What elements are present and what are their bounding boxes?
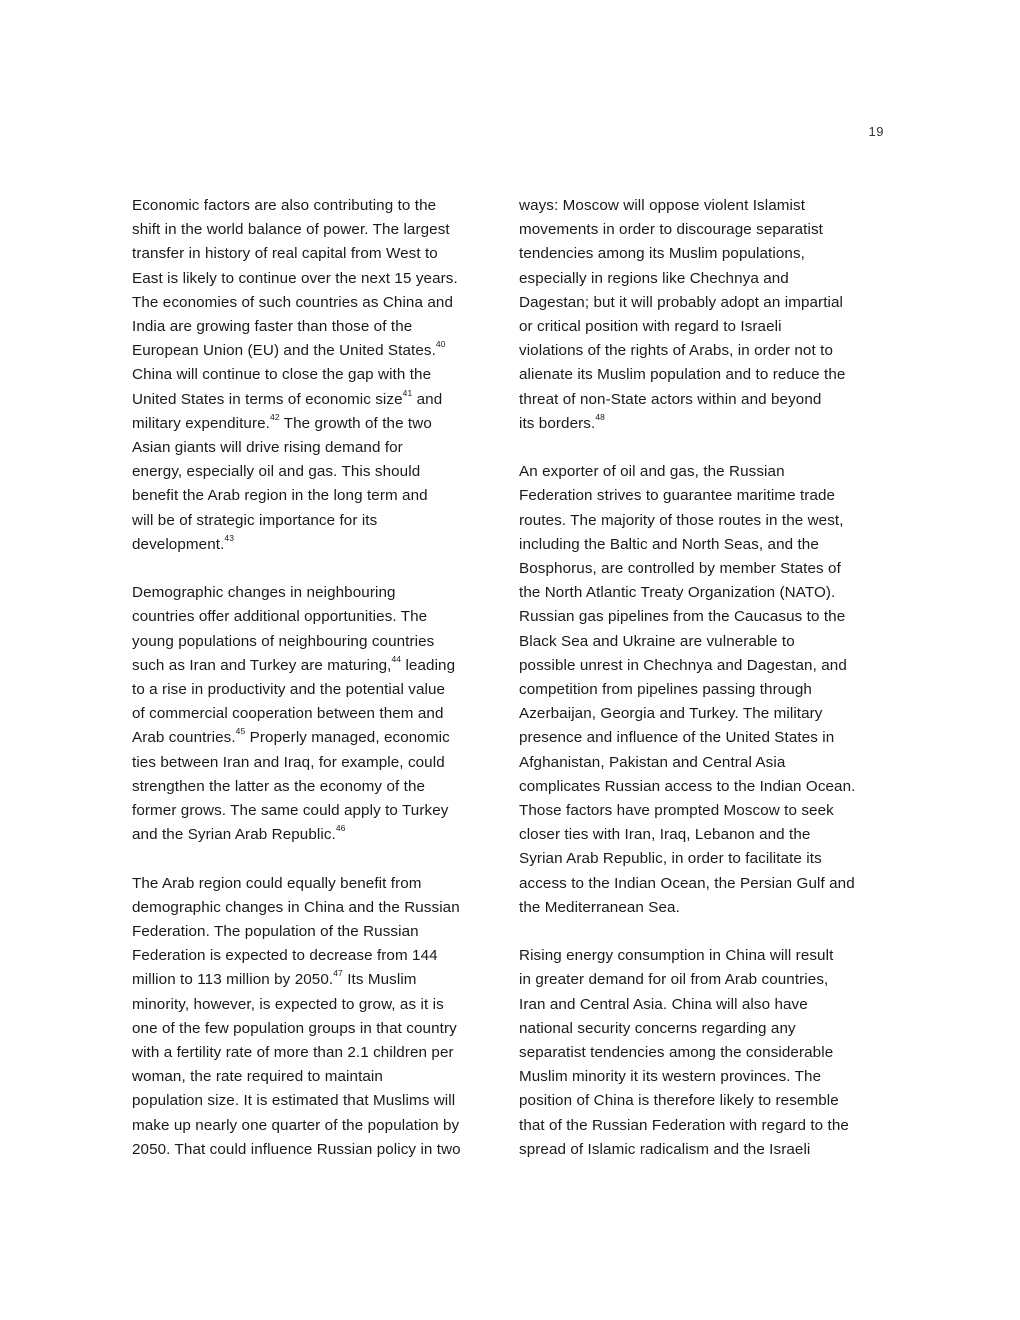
- text-line: [132, 509, 498, 533]
- text-line: [519, 823, 885, 847]
- paragraph: [519, 460, 885, 920]
- text-line: [519, 509, 885, 533]
- line-text: tendencies among its Muslim populations,: [519, 245, 805, 263]
- line-text: European Union (EU) and the United States.: [132, 342, 436, 360]
- text-line: [519, 315, 885, 339]
- line-text: threat of non-State actors within and beyond: [519, 390, 822, 408]
- line-text-continued: The growth of the two: [279, 414, 432, 432]
- line-text: the North Atlantic Treaty Organization (NATO).: [519, 584, 836, 602]
- text-line: [519, 1089, 885, 1113]
- footnote-reference[interactable]: 46: [335, 823, 346, 834]
- text-line: [519, 751, 885, 775]
- line-text: Economic factors are also contributing to the: [132, 197, 437, 214]
- text-line: [132, 436, 498, 460]
- text-line: [519, 1041, 885, 1065]
- footnote-reference[interactable]: 48: [595, 411, 605, 422]
- line-text: young populations of neighbouring countries: [132, 632, 435, 650]
- line-text: Black Sea and Ukraine are vulnerable to: [519, 632, 795, 650]
- text-line: [519, 242, 885, 266]
- line-text: An exporter of oil and gas, the Russian: [519, 463, 785, 481]
- line-text: Federation strives to guarantee maritime trade: [519, 487, 836, 505]
- paragraph: [519, 944, 885, 1162]
- line-text: United States in terms of economic size: [132, 390, 403, 408]
- page-number: 19: [868, 124, 884, 139]
- text-line: [132, 267, 498, 291]
- line-text: one of the few population groups in that country: [132, 1019, 457, 1037]
- text-line: [519, 775, 885, 799]
- line-text: Rising energy consumption in China will result: [519, 947, 834, 965]
- text-line: [519, 291, 885, 315]
- line-text: Dagestan; but it will probably adopt an impartial: [519, 293, 844, 311]
- paragraph: [519, 194, 885, 436]
- text-line: [132, 654, 498, 678]
- line-text: countries offer additional opportunities. The: [132, 608, 428, 626]
- line-text: Arab countries.: [132, 729, 236, 747]
- line-text: The economies of such countries as China and: [132, 293, 453, 311]
- text-line: [132, 993, 498, 1017]
- line-text: complicates Russian access to the Indian Ocean.: [519, 777, 856, 795]
- text-line: [132, 605, 498, 629]
- text-line: [132, 291, 498, 315]
- text-line: [519, 896, 885, 920]
- footnote-reference[interactable]: 41: [402, 387, 413, 398]
- text-line: [519, 968, 885, 992]
- line-text: The Arab region could equally benefit from: [132, 874, 422, 892]
- text-line: [132, 412, 498, 436]
- text-line: [519, 533, 885, 557]
- text-line: [519, 678, 885, 702]
- line-text-continued: and: [412, 390, 443, 408]
- text-line: [519, 1065, 885, 1089]
- text-line: [519, 872, 885, 896]
- line-text: violations of the rights of Arabs, in order not to: [519, 342, 833, 360]
- text-line: [519, 460, 885, 484]
- line-text: spread of Islamic radicalism and the Israeli: [519, 1140, 811, 1158]
- line-text: transfer in history of real capital from West to: [132, 245, 438, 263]
- line-text: woman, the rate required to maintain: [132, 1068, 383, 1086]
- line-text: 2050. That could influence Russian policy in two: [132, 1140, 461, 1158]
- text-line: [519, 847, 885, 871]
- line-text: position of China is therefore likely to resemble: [519, 1092, 839, 1110]
- text-line: [132, 1041, 498, 1065]
- text-line: [519, 944, 885, 968]
- text-line: [132, 363, 498, 387]
- text-line: [132, 751, 498, 775]
- text-line: [132, 339, 498, 363]
- paragraph: [132, 872, 498, 1162]
- text-line: [132, 194, 498, 218]
- text-line: [132, 799, 498, 823]
- text-line: [132, 630, 498, 654]
- text-line: [132, 1114, 498, 1138]
- line-text: shift in the world balance of power. The largest: [132, 221, 450, 239]
- text-line: [132, 581, 498, 605]
- text-line: [132, 968, 498, 992]
- text-line: [519, 363, 885, 387]
- line-text: Russian gas pipelines from the Caucasus to the: [519, 608, 846, 626]
- line-text: ways: Moscow will oppose violent Islamist: [519, 197, 806, 214]
- text-line: [519, 993, 885, 1017]
- line-text: population size. It is estimated that Muslims will: [132, 1092, 456, 1110]
- text-line: [132, 1017, 498, 1041]
- line-text: former grows. The same could apply to Turkey: [132, 802, 449, 820]
- line-text: movements in order to discourage separatist: [519, 221, 823, 239]
- footnote-reference[interactable]: 42: [270, 411, 280, 422]
- text-line: [132, 388, 498, 412]
- text-line: [132, 484, 498, 508]
- line-text: Muslim minority it its western provinces. The: [519, 1068, 822, 1086]
- text-line: [519, 339, 885, 363]
- text-line: [132, 678, 498, 702]
- line-text: Asian giants will drive rising demand for: [132, 439, 403, 457]
- line-text: Those factors have prompted Moscow to seek: [519, 802, 834, 820]
- text-line: [519, 388, 885, 412]
- left-column: [132, 194, 498, 1186]
- text-line: [519, 1138, 885, 1162]
- line-text: Afghanistan, Pakistan and Central Asia: [519, 753, 786, 771]
- line-text: access to the Indian Ocean, the Persian Gulf and: [519, 874, 855, 892]
- line-text: of commercial cooperation between them and: [132, 705, 444, 723]
- text-line: [132, 775, 498, 799]
- line-text: energy, especially oil and gas. This should: [132, 463, 421, 481]
- line-text: that of the Russian Federation with regard to the: [519, 1116, 849, 1134]
- line-text: demographic changes in China and the Russian: [132, 898, 460, 916]
- line-text: Iran and Central Asia. China will also have: [519, 995, 808, 1013]
- line-text: separatist tendencies among the considerable: [519, 1044, 834, 1062]
- line-text: in greater demand for oil from Arab countries,: [519, 971, 829, 989]
- line-text-continued: Properly managed, economic: [245, 729, 450, 747]
- line-text: and the Syrian Arab Republic.: [132, 826, 336, 844]
- line-text: especially in regions like Chechnya and: [519, 269, 789, 287]
- line-text: strengthen the latter as the economy of the: [132, 777, 426, 795]
- text-line: [519, 726, 885, 750]
- paragraph: [132, 194, 498, 557]
- line-text: Federation. The population of the Russian: [132, 923, 419, 941]
- text-line: [519, 654, 885, 678]
- text-line: [519, 218, 885, 242]
- line-text: alienate its Muslim population and to reduce the: [519, 366, 846, 384]
- line-text: benefit the Arab region in the long term and: [132, 487, 428, 505]
- text-line: [519, 267, 885, 291]
- line-text-continued: leading: [401, 656, 456, 674]
- text-line: [519, 799, 885, 823]
- line-text: Syrian Arab Republic, in order to facilitate its: [519, 850, 822, 868]
- footnote-reference[interactable]: 44: [391, 653, 402, 664]
- text-line: [132, 1065, 498, 1089]
- footnote-reference[interactable]: 40: [435, 339, 446, 350]
- line-text: ties between Iran and Iraq, for example, could: [132, 753, 445, 771]
- line-text: presence and influence of the United States in: [519, 729, 835, 747]
- text-line: [132, 218, 498, 242]
- line-text: or critical position with regard to Israeli: [519, 318, 782, 336]
- text-line: [519, 1017, 885, 1041]
- text-line: [132, 702, 498, 726]
- line-text: Bosphorus, are controlled by member States of: [519, 560, 841, 578]
- line-text: national security concerns regarding any: [519, 1019, 796, 1037]
- line-text: possible unrest in Chechnya and Dagestan, and: [519, 656, 847, 674]
- text-line: [132, 1089, 498, 1113]
- line-text: East is likely to continue over the next 15 years.: [132, 269, 458, 287]
- line-text: the Mediterranean Sea.: [519, 898, 680, 916]
- line-text: Azerbaijan, Georgia and Turkey. The military: [519, 705, 823, 723]
- text-line: [519, 630, 885, 654]
- line-text: such as Iran and Turkey are maturing,: [132, 656, 392, 674]
- text-line: [519, 194, 885, 218]
- text-line: [132, 872, 498, 896]
- text-line: [519, 605, 885, 629]
- line-text: military expenditure.: [132, 414, 271, 432]
- text-line: [132, 1138, 498, 1162]
- footnote-reference[interactable]: 45: [235, 726, 246, 737]
- line-text: India are growing faster than those of the: [132, 318, 413, 336]
- line-text: closer ties with Iran, Iraq, Lebanon and the: [519, 826, 811, 844]
- text-line: [132, 726, 498, 750]
- text-line: [132, 533, 498, 557]
- text-line: [519, 484, 885, 508]
- text-line: [132, 920, 498, 944]
- footnote-reference[interactable]: 43: [224, 532, 235, 543]
- text-line: [132, 896, 498, 920]
- line-text: including the Baltic and North Seas, and the: [519, 535, 819, 553]
- line-text: make up nearly one quarter of the population by: [132, 1116, 460, 1134]
- text-line: [132, 242, 498, 266]
- line-text: with a fertility rate of more than 2.1 children per: [132, 1044, 454, 1062]
- text-line: [519, 412, 885, 436]
- line-text: China will continue to close the gap with the: [132, 366, 432, 384]
- footnote-reference[interactable]: 47: [333, 968, 343, 979]
- line-text: Federation is expected to decrease from 144: [132, 947, 438, 965]
- paragraph: [132, 581, 498, 847]
- line-text: its borders.: [519, 414, 596, 432]
- line-text: minority, however, is expected to grow, as it is: [132, 995, 444, 1013]
- line-text: Demographic changes in neighbouring: [132, 584, 396, 602]
- line-text: routes. The majority of those routes in the west,: [519, 511, 844, 529]
- line-text: will be of strategic importance for its: [132, 511, 378, 529]
- line-text: million to 113 million by 2050.: [132, 971, 334, 989]
- text-line: [132, 460, 498, 484]
- text-line: [132, 823, 498, 847]
- text-line: [132, 315, 498, 339]
- text-line: [519, 557, 885, 581]
- text-line: [519, 702, 885, 726]
- line-text: to a rise in productivity and the potential value: [132, 681, 446, 699]
- text-line: [132, 944, 498, 968]
- line-text-continued: Its Muslim: [342, 971, 417, 989]
- text-line: [519, 581, 885, 605]
- line-text: competition from pipelines passing through: [519, 681, 812, 699]
- text-line: [519, 1114, 885, 1138]
- right-column: [519, 194, 885, 1186]
- line-text: development.: [132, 535, 225, 553]
